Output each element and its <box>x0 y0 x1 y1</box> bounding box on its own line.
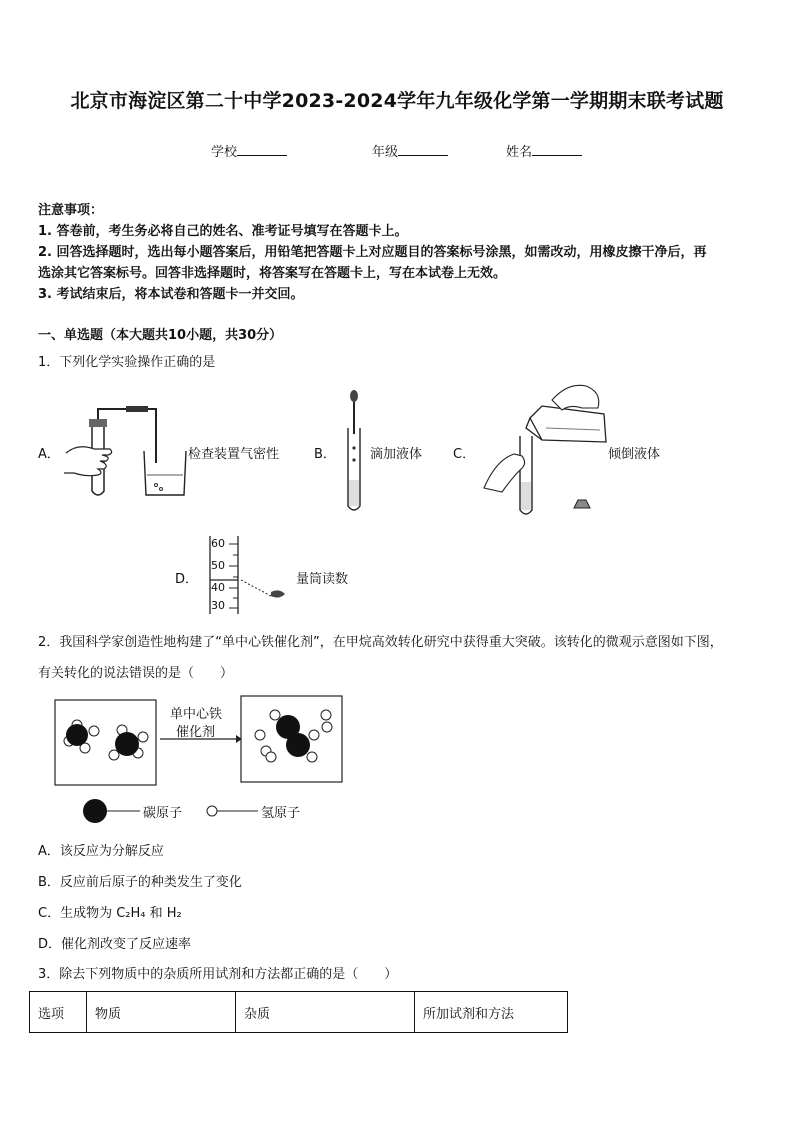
q1-option-a-label: 检查装置气密性 <box>188 447 280 462</box>
notice-heading: 注意事项： <box>38 203 104 218</box>
school-blank <box>237 143 287 156</box>
catalyst-label-line2: 催化剂 <box>176 725 216 740</box>
grade-label: 年级 <box>372 145 399 160</box>
notice-item-2: 2. 回答选择题时，选出每小题答案后，用铅笔把答题卡上对应题目的答案标号涂黑，如需改动，用橡皮擦干净后，再 <box>38 245 707 260</box>
q1-option-d-letter: D． <box>175 572 199 587</box>
legend-carbon-label: 碳原子 <box>143 806 183 821</box>
q1-option-c-letter: C． <box>453 447 476 462</box>
table-header-cell: 物质 <box>87 992 236 1033</box>
table-header-cell: 所加试剂和方法 <box>415 992 568 1033</box>
notice-item-3: 3. 考试结束后，将本试卷和答题卡一并交回。 <box>38 287 304 302</box>
q3-table <box>29 991 568 1033</box>
section-heading: 一、单选题（本大题共10小题，共30分） <box>38 328 283 343</box>
cylinder-tick-30: 30 <box>211 599 225 612</box>
question-3-stem: 3．除去下列物质中的杂质所用试剂和方法都正确的是（ ） <box>38 967 398 982</box>
q1-option-d-label: 量筒读数 <box>296 572 349 587</box>
cylinder-tick-60: 60 <box>211 537 225 550</box>
pour-liquid-figure <box>482 378 612 523</box>
table-header-cell: 选项 <box>30 992 87 1033</box>
exam-title: 北京市海淀区第二十中学2023-2024学年九年级化学第一学期期末联考试题 <box>70 90 724 112</box>
school-field <box>211 141 287 160</box>
notice-item-2-cont: 选涂其它答案标号。回答非选择题时，将答案写在答题卡上，写在本试卷上无效。 <box>38 266 507 281</box>
q2-option-b: B．反应前后原子的种类发生了变化 <box>38 875 242 890</box>
grade-field <box>372 141 448 160</box>
catalyst-label-line1: 单中心铁 <box>170 707 223 722</box>
q2-option-a: A．该反应为分解反应 <box>38 844 164 859</box>
grade-blank <box>398 143 448 156</box>
q1-option-c-label: 倾倒液体 <box>608 447 661 462</box>
q1-option-b-label: 滴加液体 <box>370 447 423 462</box>
q1-option-a-letter: A． <box>38 447 60 462</box>
question-2-stem-line1: 2．我国科学家创造性地构建了“单中心铁催化剂”，在甲烷高效转化研究中获得重大突破。该转化的微观示意图如下图， <box>38 635 723 650</box>
school-label: 学校 <box>211 145 238 160</box>
cylinder-tick-50: 50 <box>211 559 225 572</box>
name-label: 姓名 <box>506 145 533 160</box>
cylinder-tick-40: 40 <box>211 581 225 594</box>
q2-option-c: C．生成物为 C₂H₄ 和 H₂ <box>38 906 182 921</box>
table-header-row <box>30 992 568 1033</box>
q1-option-b-letter: B． <box>314 447 336 462</box>
airtightness-check-figure <box>60 403 190 498</box>
name-field <box>506 141 582 160</box>
question-2-stem-line2: 有关转化的说法错误的是（ ） <box>38 666 234 681</box>
legend-hydrogen-label: 氢原子 <box>261 806 301 821</box>
q2-option-d: D．催化剂改变了反应速率 <box>38 937 192 952</box>
notice-item-1: 1. 答卷前，考生务必将自己的姓名、准考证号填写在答题卡上。 <box>38 224 408 239</box>
dropper-figure <box>338 388 368 514</box>
name-blank <box>532 143 582 156</box>
table-header-cell: 杂质 <box>236 992 415 1033</box>
question-1-stem: 1．下列化学实验操作正确的是 <box>38 355 216 370</box>
